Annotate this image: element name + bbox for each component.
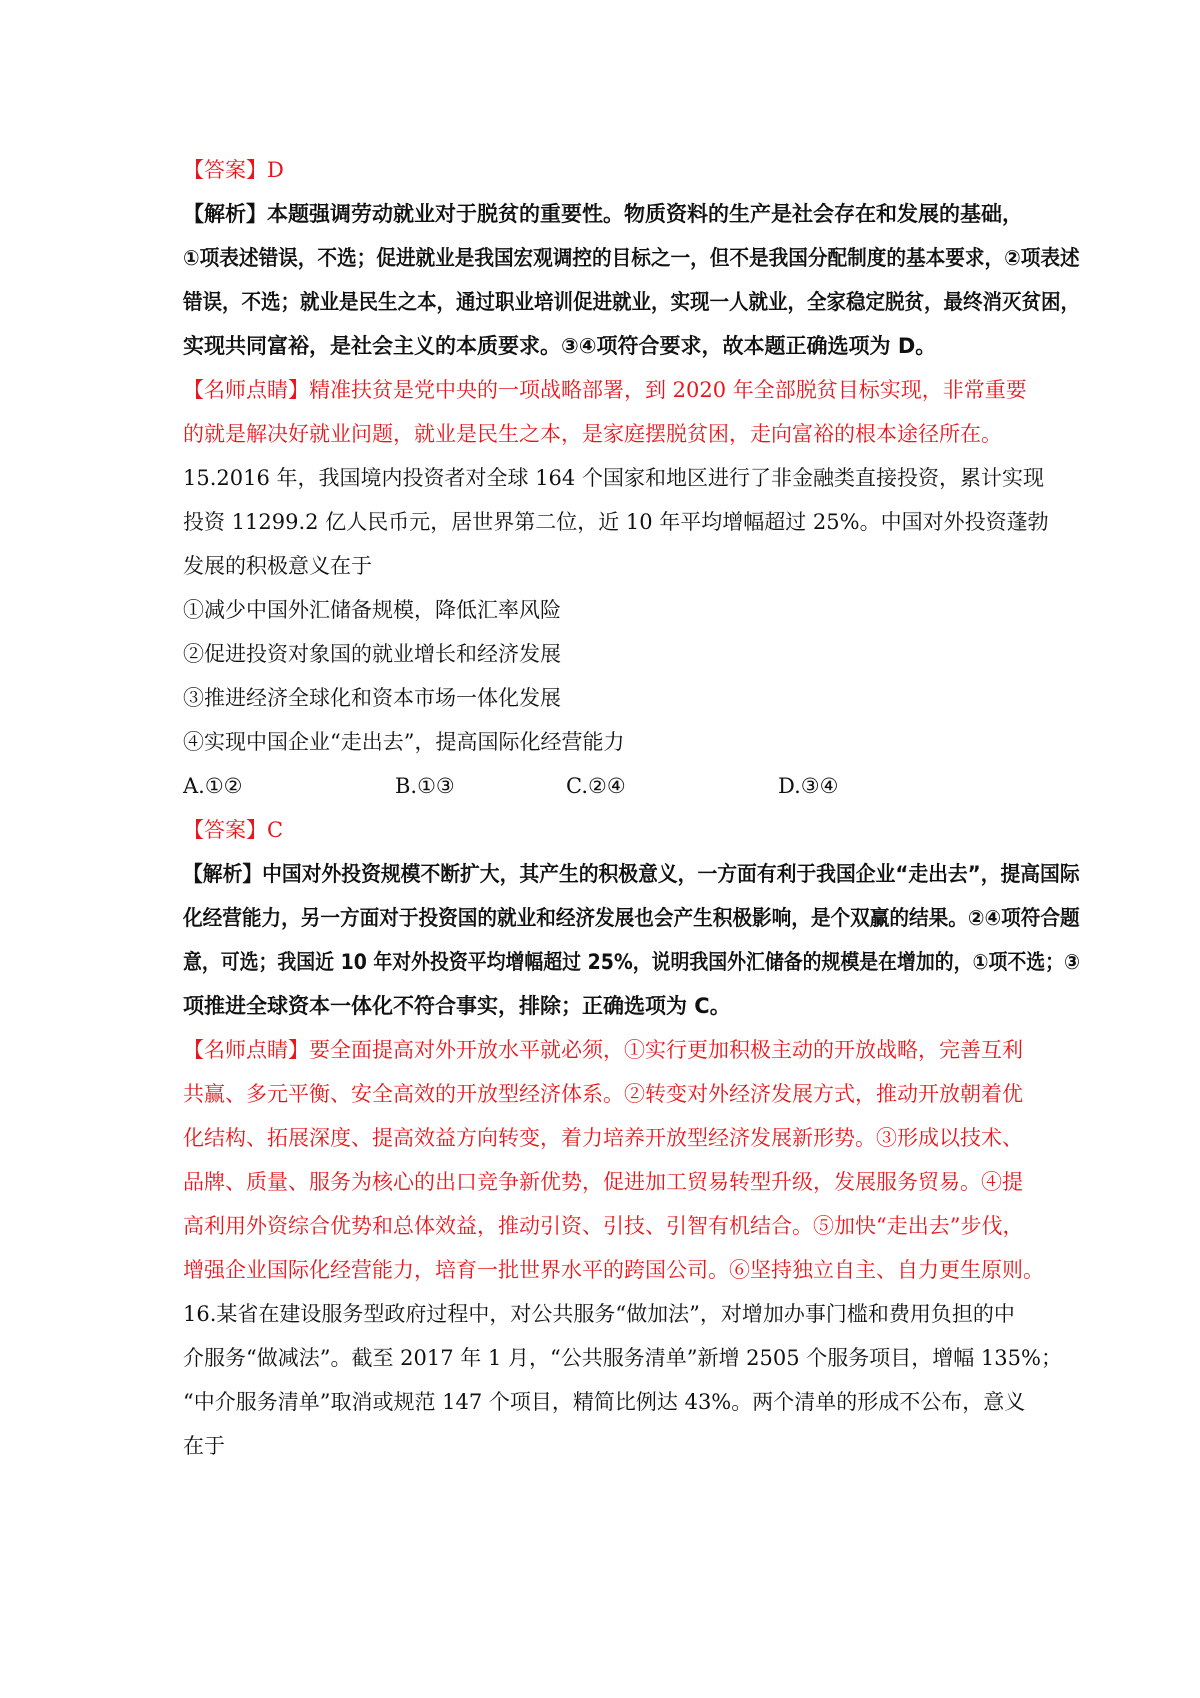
- analysis-line: ①项表述错误，不选；促进就业是我国宏观调控的目标之一，但不是我国分配制度的基本要求，②项表述: [183, 246, 1080, 270]
- analysis-tag: 【解析】: [183, 202, 267, 226]
- question-stem: 介服务“做减法”。截至 2017 年 1 月，“公共服务清单”新增 2505 个服务项目，增幅 135%；: [183, 1346, 1062, 1370]
- tip-tag: 【名师点睛】: [183, 378, 309, 402]
- tip-line: 共赢、多元平衡、安全高效的开放型经济体系。②转变对外经济发展方式，推动开放朝着优: [183, 1082, 1023, 1106]
- question-item: ①减少中国外汇储备规模，降低汇率风险: [183, 598, 561, 622]
- answer-line: [183, 817, 283, 843]
- question-item: ②促进投资对象国的就业增长和经济发展: [183, 642, 561, 666]
- question-stem: 16.某省在建设服务型政府过程中，对公共服务“做加法”，对增加办事门槛和费用负担的中: [183, 1302, 1015, 1326]
- analysis-line: [183, 201, 1023, 227]
- analysis-text: 本题强调劳动就业对于脱贫的重要性。物质资料的生产是社会存在和发展的基础，: [267, 202, 1023, 226]
- question-stem: “中介服务清单”取消或规范 147 个项目，精简比例达 43%。两个清单的形成不公布，意义: [183, 1390, 1026, 1414]
- analysis-line: [183, 861, 1080, 887]
- tip-text: 精准扶贫是党中央的一项战略部署，到 2020 年全部脱贫目标实现，非常重要: [309, 378, 1027, 402]
- tip-line: 品牌、质量、服务为核心的出口竞争新优势，促进加工贸易转型升级，发展服务贸易。④提: [183, 1170, 1023, 1194]
- tip-line: [183, 377, 1027, 403]
- question-item: ④实现中国企业“走出去”，提高国际化经营能力: [183, 730, 625, 754]
- tip-line: 高利用外资综合优势和总体效益，推动引资、引技、引智有机结合。⑤加快“走出去”步伐，: [183, 1214, 1024, 1238]
- question-stem: 在于: [183, 1434, 225, 1458]
- analysis-text: 中国对外投资规模不断扩大，其产生的积极意义，一方面有利于我国企业“走出去”，提高国际: [262, 862, 1080, 886]
- analysis-line: 错误，不选；就业是民生之本，通过职业培训促进就业，实现一人就业，全家稳定脱贫，最终消灭贫困，: [183, 290, 1080, 314]
- option-a: A.①②: [183, 774, 243, 798]
- analysis-line: 化经营能力，另一方面对于投资国的就业和经济发展也会产生积极影响，是个双赢的结果。②④项符合题: [183, 906, 1080, 930]
- tip-line: 的就是解决好就业问题，就业是民生之本，是家庭摆脱贫困，走向富裕的根本途径所在。: [183, 422, 1002, 446]
- answer-line: [183, 157, 284, 183]
- option-b: B.①③: [395, 774, 455, 798]
- question-item: ③推进经济全球化和资本市场一体化发展: [183, 686, 561, 710]
- answer-tag: 【答案】: [183, 158, 267, 182]
- question-stem: 15.2016 年，我国境内投资者对全球 164 个国家和地区进行了非金融类直接投资，累计实现: [183, 466, 1044, 490]
- answer-value: C: [267, 818, 284, 842]
- tip-text: 要全面提高对外开放水平就必须，①实行更加积极主动的开放战略，完善互利: [309, 1038, 1023, 1062]
- tip-line: 化结构、拓展深度、提高效益方向转变，着力培养开放型经济发展新形势。③形成以技术、: [183, 1126, 1023, 1150]
- option-c: C.②④: [566, 774, 626, 798]
- analysis-line: 项推进全球资本一体化不符合事实，排除；正确选项为 C。: [183, 994, 731, 1018]
- tip-tag: 【名师点睛】: [183, 1038, 309, 1062]
- answer-tag: 【答案】: [183, 818, 267, 842]
- analysis-line: 实现共同富裕，是社会主义的本质要求。③④项符合要求，故本题正确选项为 D。: [183, 334, 937, 358]
- tip-line: 增强企业国际化经营能力，培育一批世界水平的跨国公司。⑥坚持独立自主、自力更生原则。: [183, 1258, 1044, 1282]
- option-d: D.③④: [778, 774, 839, 798]
- tip-line: [183, 1037, 1023, 1063]
- analysis-tag: 【解析】: [183, 862, 263, 886]
- question-stem: 投资 11299.2 亿人民币元，居世界第二位，近 10 年平均增幅超过 25%。中国对外投资蓬勃: [183, 510, 1049, 534]
- answer-value: D: [267, 158, 284, 182]
- analysis-line: 意，可选；我国近 10 年对外投资平均增幅超过 25%，说明我国外汇储备的规模是在增加的，①项不选；③: [183, 950, 1080, 974]
- question-stem: 发展的积极意义在于: [183, 554, 372, 578]
